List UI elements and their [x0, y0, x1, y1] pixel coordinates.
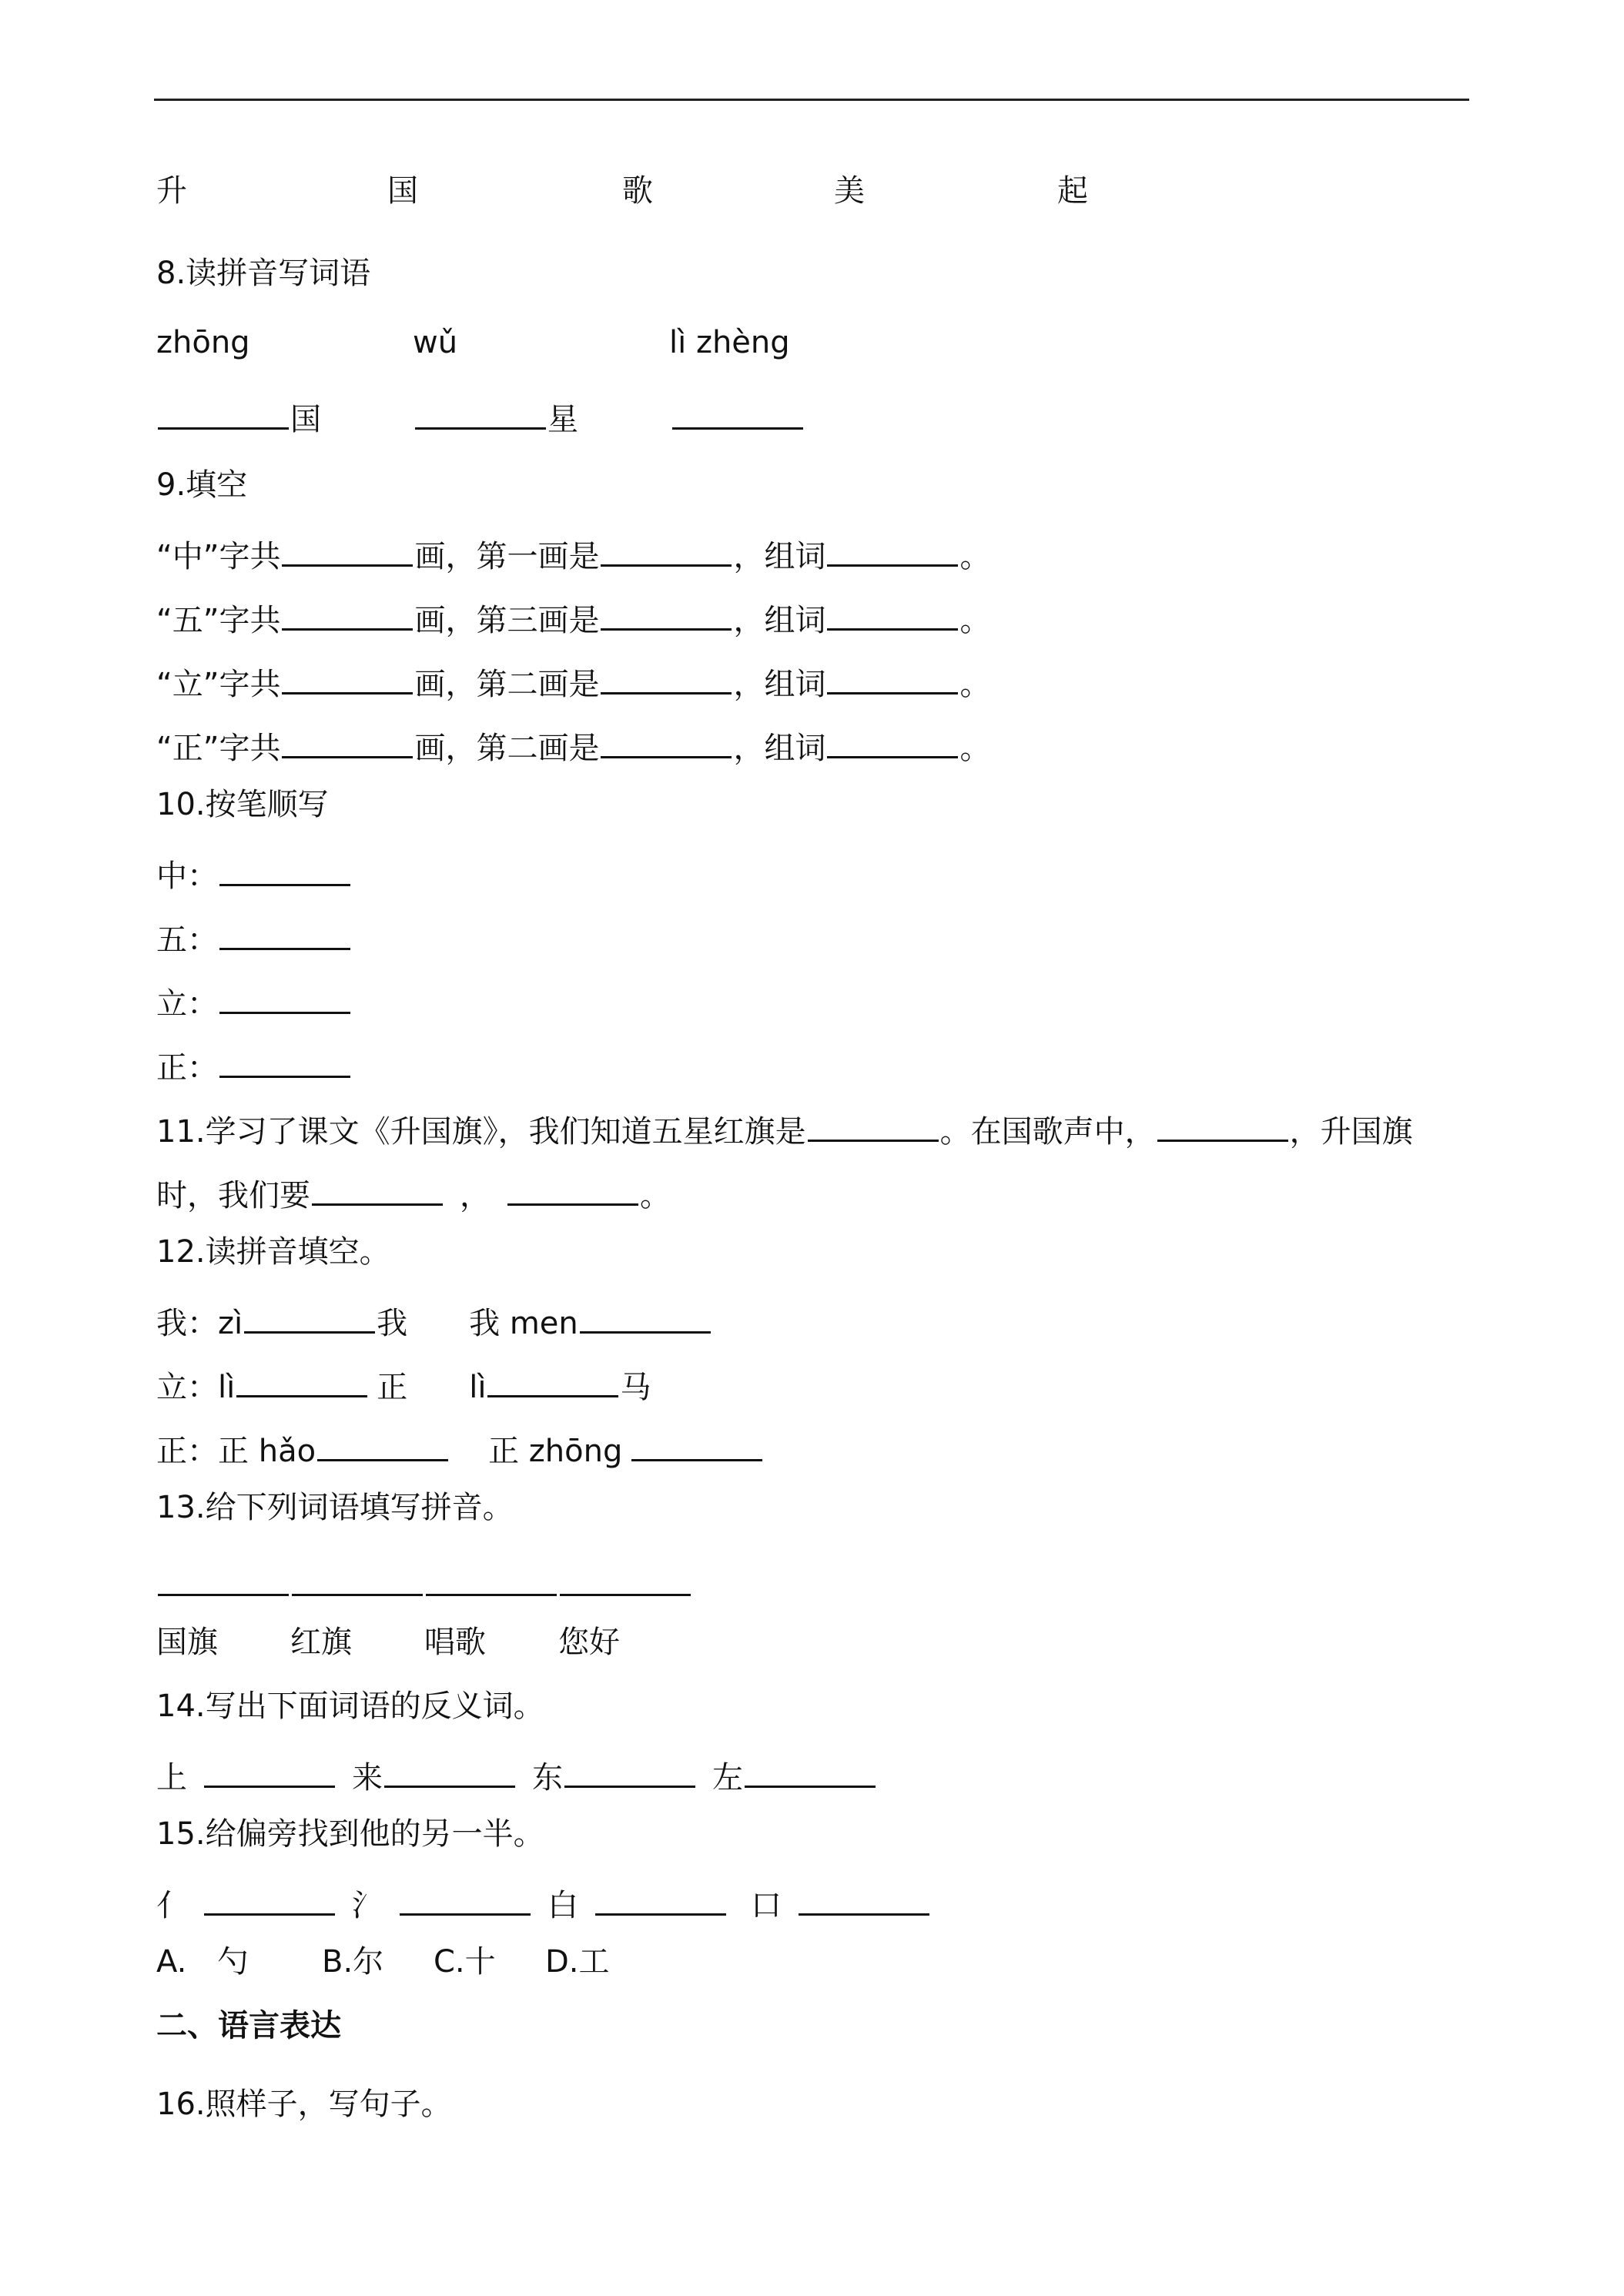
option: B.尔	[322, 1944, 384, 1980]
radical: 白	[547, 1888, 578, 1923]
q13-word: 红旗	[290, 1625, 352, 1660]
q10-label: 正：	[156, 1050, 218, 1086]
q10-label: 五：	[156, 922, 218, 958]
q9-char: “五”字共	[156, 603, 281, 638]
q13-title: 13.给下列词语填写拼音。	[156, 1490, 514, 1525]
answer-blank[interactable]	[158, 397, 289, 430]
answer-blank[interactable]	[672, 397, 803, 430]
answer-blank[interactable]	[292, 1563, 423, 1596]
answer-blank[interactable]	[219, 917, 350, 950]
q10-label: 立：	[156, 986, 218, 1022]
answer-blank[interactable]	[827, 534, 958, 567]
q12-text: 我：zì	[156, 1306, 243, 1341]
answer-blank[interactable]	[282, 725, 413, 758]
answer-blank[interactable]	[426, 1563, 557, 1596]
period: 。	[959, 603, 991, 638]
q10-row	[156, 853, 352, 892]
q9-char: “中”字共	[156, 539, 281, 574]
section-heading: 二、语言表达	[156, 2008, 341, 2043]
q9-end: ，组词	[733, 603, 826, 638]
answer-blank[interactable]	[827, 661, 958, 694]
q8-item: 星	[547, 402, 578, 437]
answer-blank[interactable]	[827, 597, 958, 631]
q12-row	[156, 1428, 764, 1467]
q12-text: 我	[377, 1306, 408, 1341]
q12-text: 正 zhōng	[488, 1434, 623, 1469]
radical: 氵	[352, 1888, 383, 1923]
answer-blank[interactable]	[282, 597, 413, 631]
q12-text: 立：lì	[156, 1370, 236, 1405]
answer-blank[interactable]	[204, 1755, 335, 1788]
q14-item: 上	[156, 1760, 187, 1796]
answer-blank[interactable]	[507, 1173, 638, 1206]
q12-row	[156, 1300, 712, 1339]
q11-line2	[156, 1173, 671, 1211]
pinyin: zhōng	[156, 325, 250, 360]
answer-blank[interactable]	[158, 1563, 289, 1596]
pinyin: wǔ	[413, 325, 458, 360]
answer-blank[interactable]	[601, 534, 732, 567]
q9-mid: 画，第二画是	[414, 667, 600, 702]
q8-pinyin-row	[156, 327, 790, 358]
q14-item: 东	[532, 1760, 563, 1796]
q15-title: 15.给偏旁找到他的另一半。	[156, 1816, 544, 1852]
q9-char: “正”字共	[156, 731, 281, 766]
radical: 口	[751, 1888, 782, 1923]
q12-text: lì	[469, 1370, 487, 1405]
q12-text: 正	[377, 1370, 408, 1405]
q11-text: ，升国旗	[1289, 1114, 1413, 1150]
answer-blank[interactable]	[282, 661, 413, 694]
char: 国	[387, 173, 418, 209]
q14-item: 左	[712, 1760, 743, 1796]
chars-row	[156, 173, 1088, 209]
char: 美	[834, 173, 865, 209]
radical: 亻	[156, 1888, 187, 1923]
answer-blank[interactable]	[487, 1364, 618, 1397]
q15-options	[156, 1944, 610, 1980]
answer-blank[interactable]	[312, 1173, 443, 1206]
q11-line1	[156, 1109, 1413, 1150]
q12-title: 12.读拼音填空。	[156, 1234, 390, 1270]
period: 。	[959, 667, 991, 702]
q12-text: 我 men	[469, 1306, 578, 1341]
answer-blank[interactable]	[236, 1364, 367, 1397]
char: 歌	[622, 173, 653, 209]
q10-row	[156, 981, 352, 1022]
option: C.十	[434, 1944, 496, 1980]
char: 升	[156, 173, 187, 209]
answer-blank[interactable]	[827, 725, 958, 758]
option: D.工	[545, 1944, 610, 1980]
q10-title: 10.按笔顺写	[156, 787, 329, 822]
answer-blank[interactable]	[317, 1428, 448, 1461]
q9-end: ，组词	[733, 667, 826, 702]
q9-row	[156, 725, 990, 764]
q11-text: 11.学习了课文《升国旗》，我们知道五星红旗是	[156, 1114, 806, 1150]
header-rule	[154, 99, 1469, 101]
char: 起	[1057, 173, 1088, 209]
q10-row	[156, 1045, 352, 1086]
period: 。	[959, 539, 991, 574]
q11-text: 。在国歌声中，	[939, 1114, 1156, 1150]
q8-item: 国	[290, 402, 321, 437]
q9-row	[156, 661, 990, 700]
period: 。	[959, 731, 991, 766]
q13-word: 唱歌	[424, 1625, 486, 1660]
q16-title: 16.照样子，写句子。	[156, 2087, 452, 2122]
answer-blank[interactable]	[384, 1755, 515, 1788]
q13-word: 国旗	[156, 1625, 218, 1660]
q13-words	[156, 1627, 620, 1658]
q9-char: “立”字共	[156, 667, 281, 702]
answer-blank[interactable]	[1157, 1109, 1288, 1142]
option: A. 勺	[156, 1944, 249, 1980]
answer-blank[interactable]	[564, 1755, 695, 1788]
q9-mid: 画，第二画是	[414, 731, 600, 766]
q13-word: 您好	[558, 1625, 620, 1660]
pinyin: lì zhèng	[669, 325, 790, 360]
q9-mid: 画，第三画是	[414, 603, 600, 638]
q9-title: 9.填空	[156, 467, 248, 503]
q10-row	[156, 917, 352, 956]
q12-row	[156, 1364, 651, 1403]
answer-blank[interactable]	[400, 1883, 531, 1916]
answer-blank[interactable]	[799, 1883, 929, 1916]
answer-blank[interactable]	[808, 1109, 939, 1142]
answer-blank[interactable]	[560, 1563, 691, 1596]
answer-blank[interactable]	[219, 1045, 350, 1078]
q9-mid: 画，第一画是	[414, 539, 600, 574]
q9-end: ，组词	[733, 731, 826, 766]
q8-answer-row	[156, 397, 805, 435]
answer-blank[interactable]	[631, 1428, 762, 1461]
q12-text: 马	[620, 1370, 651, 1405]
q14-item: 来	[352, 1760, 383, 1796]
answer-blank[interactable]	[580, 1300, 711, 1334]
answer-blank[interactable]	[204, 1883, 335, 1916]
answer-blank[interactable]	[601, 725, 732, 758]
answer-blank[interactable]	[282, 534, 413, 567]
q9-row	[156, 597, 990, 636]
q11-text: ，	[460, 1178, 491, 1213]
q9-end: ，组词	[733, 539, 826, 574]
answer-blank[interactable]	[219, 853, 350, 886]
answer-blank[interactable]	[219, 981, 350, 1014]
q8-title: 8.读拼音写词语	[156, 256, 371, 291]
answer-blank[interactable]	[601, 661, 732, 694]
q9-row	[156, 534, 990, 572]
answer-blank[interactable]	[595, 1883, 726, 1916]
q10-label: 中：	[156, 858, 218, 894]
answer-blank[interactable]	[415, 397, 546, 430]
answer-blank[interactable]	[745, 1755, 876, 1788]
q13-blanks	[156, 1563, 692, 1602]
answer-blank[interactable]	[601, 597, 732, 631]
q15-row	[156, 1883, 931, 1921]
q11-text: 时，我们要	[156, 1178, 310, 1213]
q14-title: 14.写出下面词语的反义词。	[156, 1689, 544, 1724]
answer-blank[interactable]	[244, 1300, 375, 1334]
q11-text: 。	[640, 1178, 671, 1213]
q12-text: 正：正 hǎo	[156, 1434, 316, 1469]
q14-row	[156, 1755, 877, 1796]
